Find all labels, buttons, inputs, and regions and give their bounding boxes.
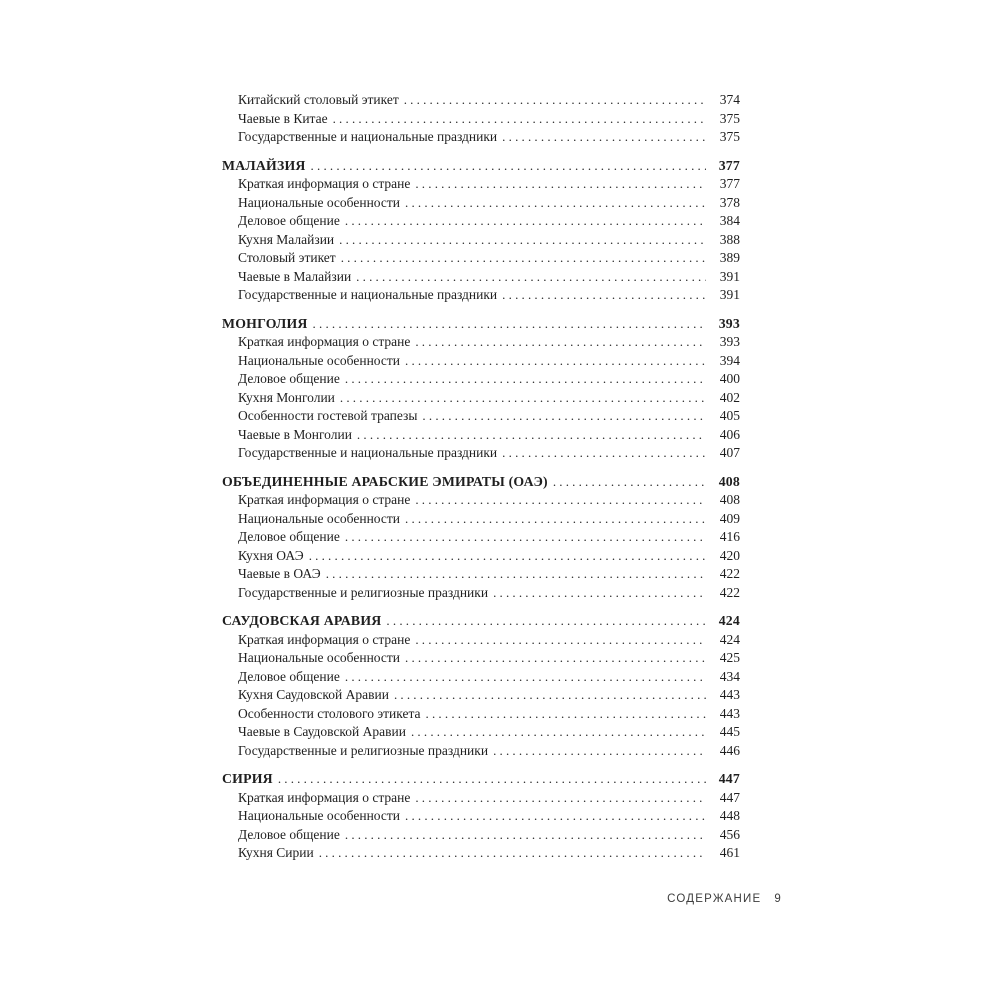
dot-leader — [405, 352, 706, 371]
toc-entry-label: Деловое общение — [238, 826, 340, 842]
toc-page-number: 405 — [719, 408, 740, 423]
toc-page-number: 456 — [719, 826, 740, 842]
toc-entry-label: Государственные и религиозные праздники — [238, 584, 489, 600]
toc-entry-row — [222, 565, 740, 584]
dot-leader — [309, 547, 706, 566]
toc-entry-row — [222, 686, 740, 705]
toc-entry-row — [222, 389, 740, 408]
toc-page-number: 391 — [719, 287, 740, 302]
dot-leader — [356, 268, 706, 287]
toc-entry-label: Чаевые в Монголии — [238, 426, 352, 442]
toc-page-number: 448 — [719, 808, 740, 823]
toc-entry-label: Деловое общение — [238, 668, 340, 684]
toc-entry-label: Особенности гостевой трапезы — [238, 408, 418, 423]
toc-entry-label: Деловое общение — [238, 529, 340, 544]
toc-entry-label: Национальные особенности — [238, 352, 400, 368]
toc-section-row — [222, 473, 740, 492]
toc-page-number: 407 — [719, 445, 740, 460]
toc-entry-label: Государственные и национальные праздники — [238, 287, 498, 302]
toc-entry-row — [222, 194, 740, 213]
toc-entry-row — [222, 231, 740, 250]
dot-leader — [415, 175, 706, 194]
toc-page-number: 406 — [719, 426, 740, 442]
toc-page-number: 443 — [719, 687, 740, 702]
dot-leader — [415, 631, 706, 650]
dot-leader — [386, 612, 706, 631]
toc-page-number: 447 — [718, 771, 740, 786]
toc-entry-label: Чаевые в Китае — [238, 110, 328, 126]
toc-page-number: 394 — [719, 352, 740, 368]
toc-entry-row — [222, 286, 740, 305]
dot-leader — [357, 426, 706, 445]
dot-leader — [405, 649, 706, 668]
toc-entry-label: Чаевые в Малайзии — [238, 268, 352, 284]
toc-page-number: 447 — [719, 789, 740, 805]
toc-page-number: 425 — [719, 650, 740, 665]
toc-page-number: 375 — [719, 129, 740, 144]
dot-leader — [404, 91, 706, 110]
toc-entry-row — [222, 491, 740, 510]
page-footer — [667, 893, 782, 905]
toc-entry-label: Краткая информация о стране — [238, 176, 411, 191]
toc-section-row — [222, 315, 740, 334]
toc-entry-row — [222, 444, 740, 463]
toc-page-number: 409 — [719, 510, 740, 526]
toc-section-row — [222, 157, 740, 176]
dot-leader — [405, 194, 706, 213]
toc-entry-label: Особенности столового этикета — [238, 705, 421, 721]
dot-leader — [415, 789, 706, 808]
toc-page-number: 408 — [719, 492, 740, 507]
toc-section-row — [222, 770, 740, 789]
dot-leader — [278, 770, 706, 789]
toc-page-number: 374 — [719, 92, 740, 107]
toc-section-title: МАЛАЙЗИЯ — [222, 157, 306, 173]
dot-leader — [339, 231, 706, 250]
toc-entry-row — [222, 547, 740, 566]
footer-section-label: СОДЕРЖАНИЕ — [667, 893, 762, 905]
toc-page-number: 408 — [718, 473, 740, 489]
toc-entry-label: Краткая информация о стране — [238, 631, 411, 647]
toc-entry-row — [222, 249, 740, 268]
toc-entry-label: Государственные и национальные праздники — [238, 445, 498, 460]
toc-entry-label: Национальные особенности — [238, 510, 400, 526]
toc-entry-label: Кухня ОАЭ — [238, 547, 304, 563]
toc-page-number: 377 — [718, 157, 740, 173]
toc-entry-row — [222, 268, 740, 287]
toc-section-title: СИРИЯ — [222, 771, 273, 786]
dot-leader — [340, 389, 706, 408]
dot-leader — [333, 110, 706, 129]
toc-entry-label: Чаевые в Саудовской Аравии — [238, 724, 406, 739]
table-of-contents — [222, 91, 740, 863]
dot-leader — [394, 686, 706, 705]
toc-entry-label: Кухня Сирии — [238, 845, 314, 860]
toc-entry-label: Кухня Монголии — [238, 389, 335, 405]
dot-leader — [502, 444, 706, 463]
dot-leader — [502, 128, 706, 147]
toc-page-number: 424 — [719, 631, 740, 647]
toc-entry-row — [222, 705, 740, 724]
dot-leader — [502, 286, 706, 305]
dot-leader — [345, 212, 706, 231]
toc-entry-row — [222, 426, 740, 445]
dot-leader — [426, 705, 706, 724]
dot-leader — [415, 491, 706, 510]
toc-page-number: 388 — [719, 231, 740, 247]
toc-entry-row — [222, 528, 740, 547]
dot-leader — [422, 407, 706, 426]
toc-page-number: 393 — [719, 334, 740, 349]
toc-entry-label: Национальные особенности — [238, 650, 400, 665]
toc-entry-label: Кухня Малайзии — [238, 231, 335, 247]
toc-entry-row — [222, 175, 740, 194]
toc-entry-label: Чаевые в ОАЭ — [238, 566, 321, 581]
toc-entry-row — [222, 668, 740, 687]
toc-entry-row — [222, 807, 740, 826]
toc-page-number: 400 — [719, 371, 740, 386]
toc-page-number: 375 — [719, 110, 740, 126]
dot-leader — [415, 333, 706, 352]
dot-leader — [326, 565, 706, 584]
toc-entry-row — [222, 110, 740, 129]
dot-leader — [319, 844, 706, 863]
dot-leader — [405, 510, 706, 529]
toc-entry-label: Кухня Саудовской Аравии — [238, 687, 389, 702]
toc-page-number: 434 — [719, 668, 740, 684]
toc-entry-label: Краткая информация о стране — [238, 334, 411, 349]
toc-entry-label: Национальные особенности — [238, 194, 400, 210]
toc-page-number: 378 — [719, 194, 740, 210]
toc-page-number: 445 — [719, 724, 740, 739]
toc-entry-label: Государственные и религиозные праздники — [238, 742, 489, 758]
toc-page-number: 422 — [719, 584, 740, 600]
dot-leader — [553, 473, 706, 492]
toc-section-row — [222, 612, 740, 631]
toc-page-number: 402 — [719, 389, 740, 405]
toc-entry-row — [222, 370, 740, 389]
toc-entry-row — [222, 352, 740, 371]
toc-entry-label: Столовый этикет — [238, 250, 336, 265]
toc-section-title: ОБЪЕДИНЕННЫЕ АРАБСКИЕ ЭМИРАТЫ (ОАЭ) — [222, 473, 548, 489]
dot-leader — [345, 826, 706, 845]
toc-section-title: МОНГОЛИЯ — [222, 315, 308, 331]
toc-entry-label: Краткая информация о стране — [238, 789, 411, 805]
toc-entry-row — [222, 407, 740, 426]
dot-leader — [341, 249, 706, 268]
toc-entry-label: Деловое общение — [238, 213, 340, 228]
toc-entry-label: Национальные особенности — [238, 808, 400, 823]
dot-leader — [411, 723, 706, 742]
toc-entry-label: Китайский столовый этикет — [238, 92, 399, 107]
toc-page-number: 443 — [719, 705, 740, 721]
toc-entry-row — [222, 333, 740, 352]
toc-entry-row — [222, 649, 740, 668]
toc-entry-row — [222, 789, 740, 808]
toc-entry-row — [222, 128, 740, 147]
toc-page-number: 461 — [719, 845, 740, 860]
toc-page-number: 377 — [719, 176, 740, 191]
toc-page-number: 416 — [719, 529, 740, 544]
toc-entry-row — [222, 826, 740, 845]
toc-page-number: 422 — [719, 566, 740, 581]
toc-page-number: 424 — [718, 613, 740, 628]
dot-leader — [345, 370, 706, 389]
toc-page-number: 389 — [719, 250, 740, 265]
dot-leader — [493, 742, 706, 761]
toc-page-number: 393 — [718, 315, 740, 331]
toc-entry-row — [222, 510, 740, 529]
toc-page-number: 420 — [719, 547, 740, 563]
toc-entry-label: Деловое общение — [238, 371, 340, 386]
toc-entry-row — [222, 91, 740, 110]
toc-entry-row — [222, 584, 740, 603]
toc-section-title: САУДОВСКАЯ АРАВИЯ — [222, 613, 382, 628]
toc-entry-row — [222, 212, 740, 231]
dot-leader — [345, 528, 706, 547]
toc-entry-row — [222, 631, 740, 650]
footer-page-number: 9 — [774, 893, 782, 905]
dot-leader — [405, 807, 706, 826]
toc-entry-row — [222, 723, 740, 742]
toc-page-number: 391 — [719, 268, 740, 284]
dot-leader — [313, 315, 706, 334]
toc-entry-row — [222, 844, 740, 863]
toc-entry-label: Краткая информация о стране — [238, 492, 411, 507]
toc-entry-row — [222, 742, 740, 761]
toc-entry-label: Государственные и национальные праздники — [238, 129, 498, 144]
toc-page-number: 446 — [719, 742, 740, 758]
toc-page-number: 384 — [719, 213, 740, 228]
dot-leader — [345, 668, 706, 687]
dot-leader — [493, 584, 706, 603]
dot-leader — [311, 157, 706, 176]
